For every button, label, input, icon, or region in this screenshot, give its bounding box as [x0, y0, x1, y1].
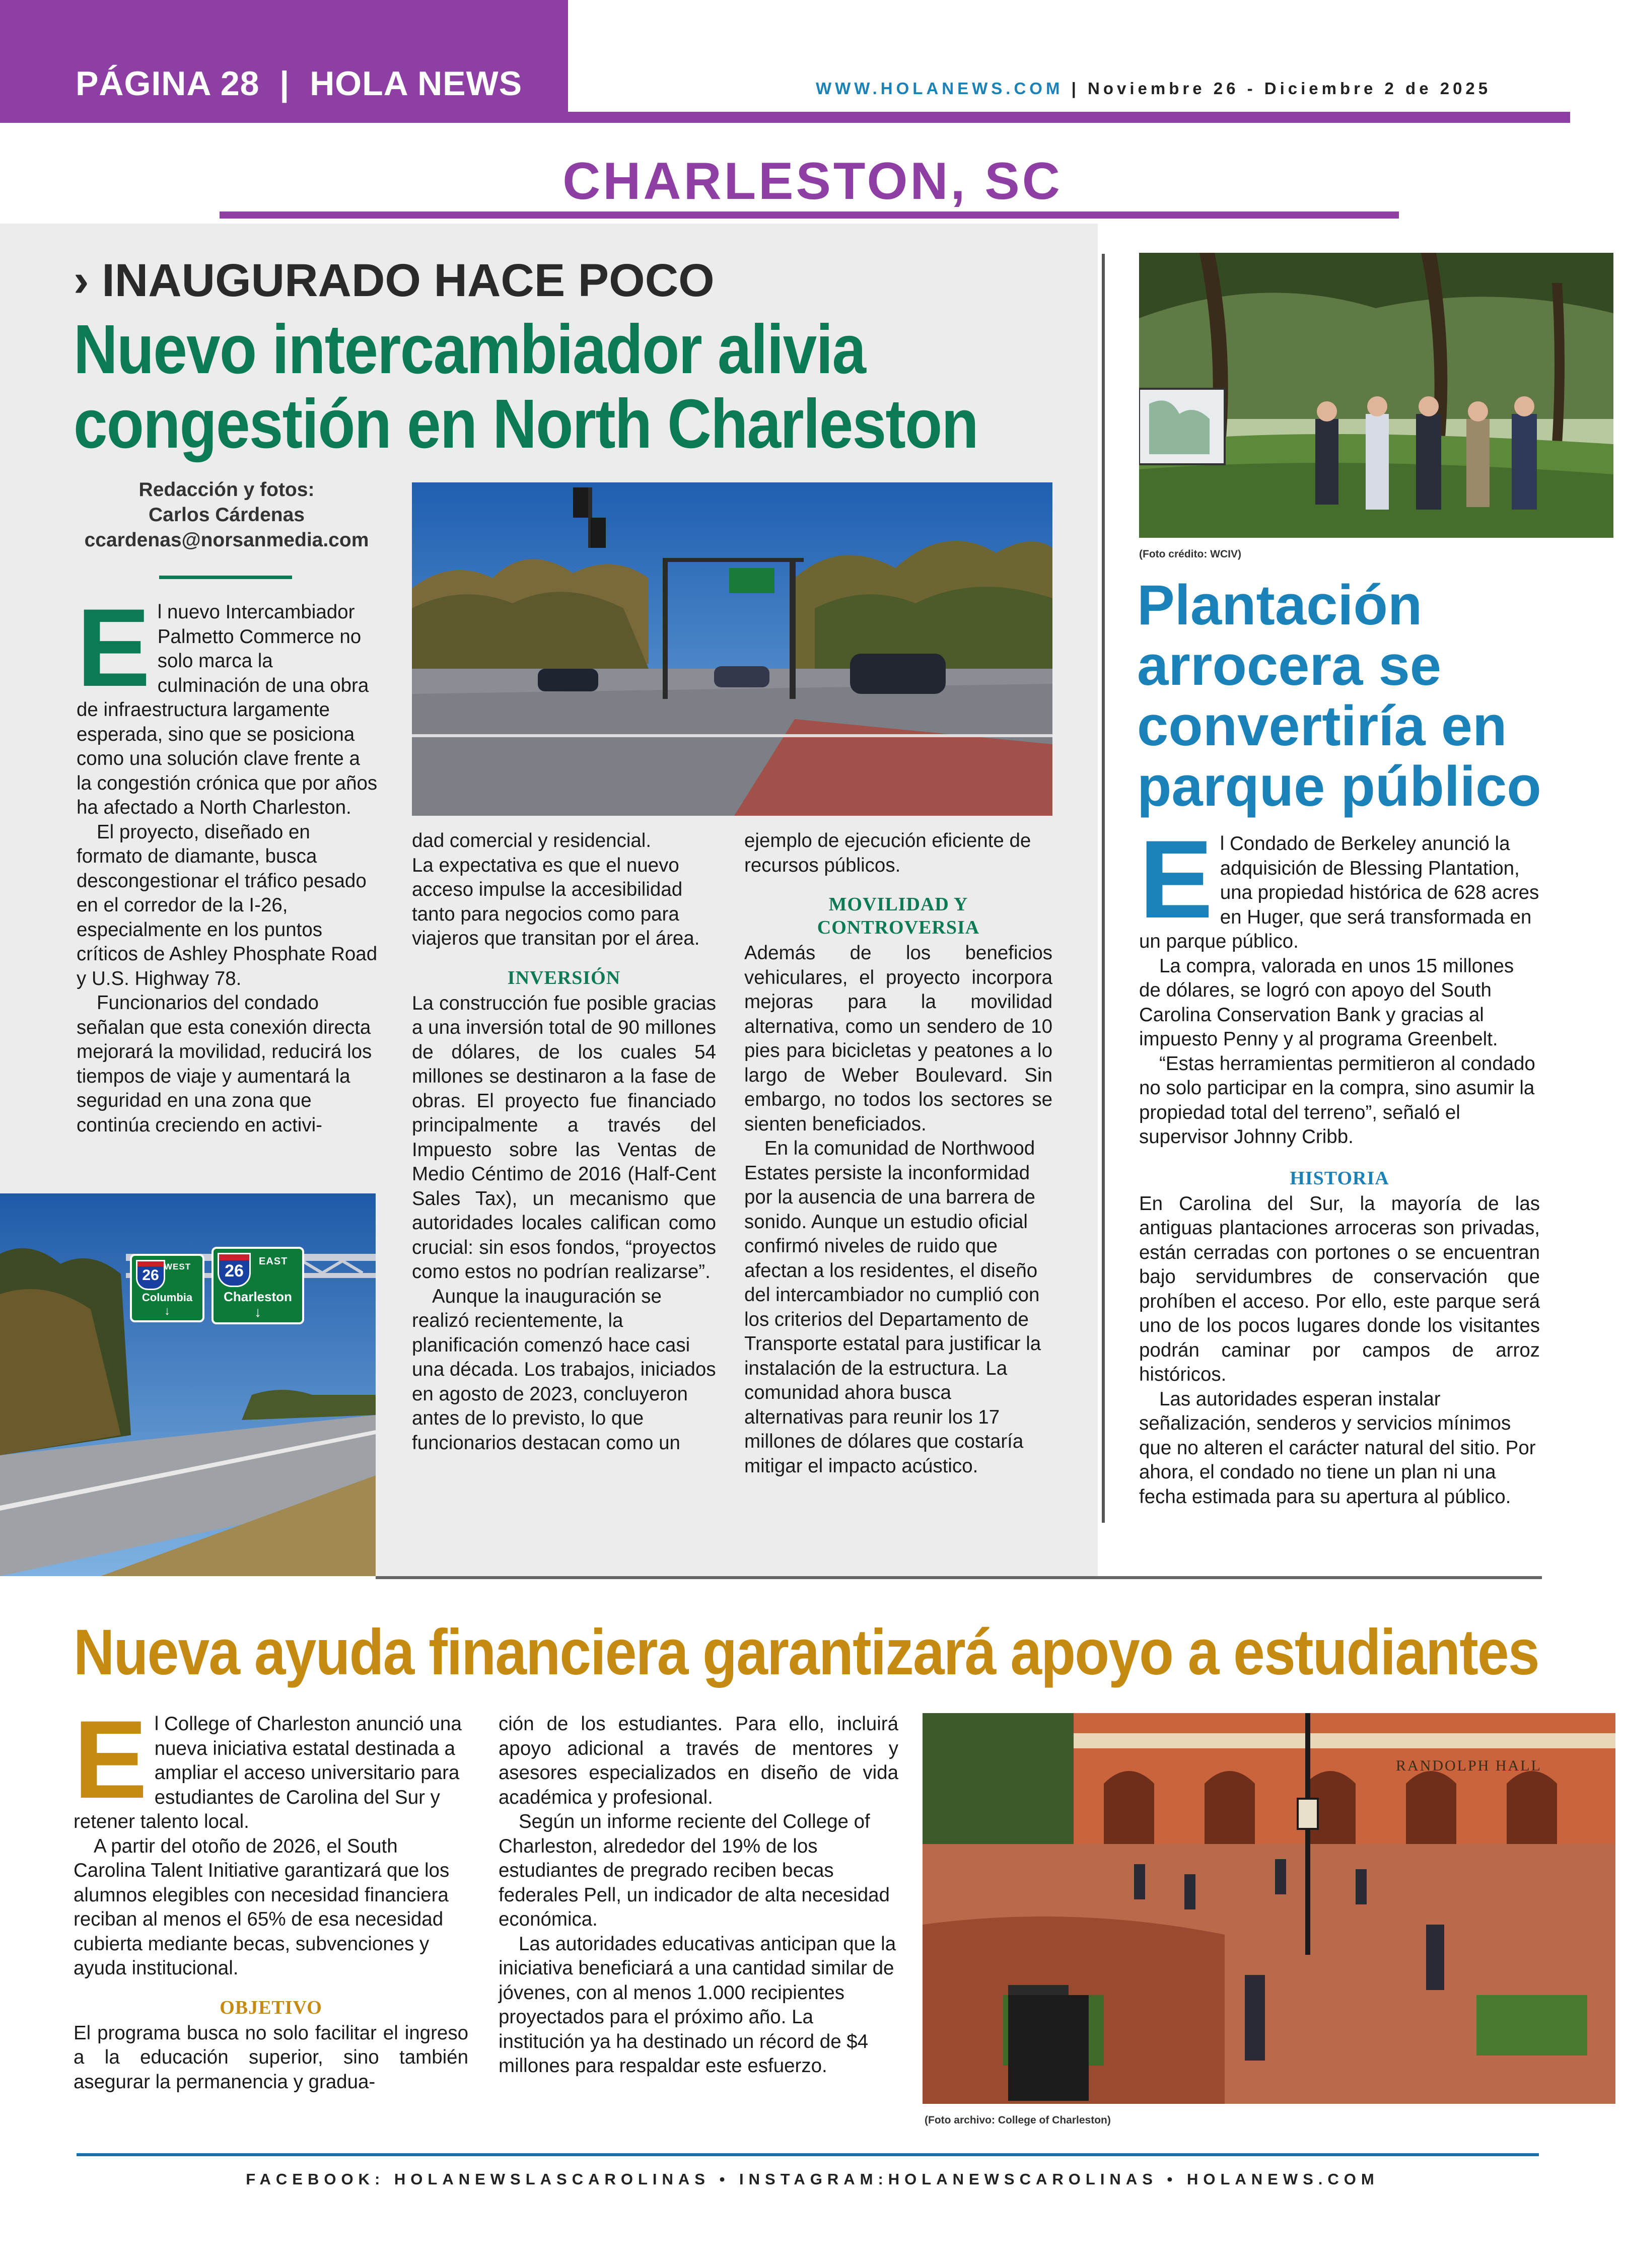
section-title-rule [220, 211, 1399, 219]
sign-i26-east [211, 1247, 304, 1324]
sign-city: Charleston [224, 1289, 292, 1304]
issue-date: Noviembre 26 - Diciembre 2 de 2025 [1088, 79, 1492, 98]
paragraph: A partir del otoño de 2026, el South Carolina Talent Initiative garantizará que los alumnos elegibles con necesidad financiera reciban al menos el 65% de esa necesidad cubierta mediante becas, subvenciones y ayuda institucional. [74, 1835, 450, 1979]
paragraph: Funcionarios del condado señalan que esta conexión directa mejorará la movilidad, reducirá los tiempos de viaje y aumentará la seguridad en una zona que continúa creciendo en activi- [77, 992, 372, 1136]
article2-column [1139, 817, 1540, 1509]
paragraph: La compra, valorada en unos 15 millones de dólares, se logró con apoyo del South Carolina Conservation Bank y gracias al impuesto Penny y al programa Greenbelt. [1139, 955, 1514, 1050]
headline-line-1: Plantación [1137, 574, 1423, 636]
interstate-shield-icon [218, 1253, 251, 1287]
article1-column-2 [412, 829, 716, 1455]
website-link[interactable]: WWW.HOLANEWS.COM [816, 79, 1064, 98]
byline-label: Redacción y fotos: [138, 479, 315, 501]
sign-city: Columbia [142, 1291, 193, 1304]
headline-interchange [74, 312, 978, 461]
paragraph: Además de los beneficios vehiculares, el proyecto incorpora mejoras para la movilidad alternativa, como un sendero de 10 pies para bicicletas y peatones a lo largo de Weber Boulevard. Sin embargo, no todos los sectores se sienten beneficiados. [744, 942, 1052, 1135]
arrow-down-icon: ↓ [164, 1304, 170, 1318]
paragraph: Aunque la inauguración se realizó recientemente, la planificación comenzó hace casi una década. Los trabajos, iniciados en agosto de 2023, concluyeron antes de lo previsto, lo que funcionarios destacan como un [412, 1285, 716, 1454]
intersection-photo [412, 482, 1052, 816]
plantation-photo [1139, 253, 1613, 538]
paragraph: ción de los estudiantes. Para ello, incluirá apoyo adicional a través de mentores y asesores especializados en diseño de vida académica y profesional. [499, 1713, 898, 1808]
campus-photo [923, 1713, 1615, 2104]
headline-line-1: Nuevo intercambiador alivia [74, 311, 866, 388]
subheading-inversion: INVERSIÓN [507, 967, 621, 988]
paragraph: Según un informe reciente del College of Charleston, alrededor del 19% de los estudiantes de pregrado reciben becas federales Pell, un indicador de alta necesidad económica. [499, 1811, 890, 1930]
paragraph: Las autoridades esperan instalar señalización, senderos y servicios mínimos que no alteren el carácter natural del sitio. Por ahora, el condado no tiene un plan ni una fecha estimada para su apertura al público. [1139, 1388, 1536, 1508]
shield-banner [137, 1261, 164, 1266]
kicker-text: INAUGURADO HACE POCO [102, 255, 715, 306]
byline-rule [159, 576, 292, 579]
paragraph: En Carolina del Sur, la mayoría de las antiguas plantaciones arroceras son privadas, están cerradas con portones o se encuentran bajo servidumbres de conservación que prohíben el acceso. Por ello, este parque será uno de los pocos lugares donde los visitantes podrán caminar por campos de arroz históricos. [1139, 1192, 1540, 1385]
paragraph: dad comercial y residencial. [412, 830, 652, 852]
sign-direction: EAST [259, 1256, 288, 1267]
kicker [74, 253, 715, 308]
masthead-rule [0, 112, 1570, 123]
paragraph: l nuevo Intercambiador Palmetto Commerce no solo marca la culminación de una obra de infraestructura largamente esperada, sino que se posiciona como una solución clave frente a la congestión crónica que por años ha afectado a North Charleston. [77, 601, 378, 818]
paragraph: El proyecto, diseñado en formato de diamante, busca descongestionar el tráfico pesado en el corredor de la I-26, especialmente en los puntos críticos de Ashley Phosphate Road y U.S. Highway 78. [77, 821, 378, 989]
sign-i26-west [130, 1254, 204, 1322]
kicker-arrow: › [74, 255, 89, 306]
subheading-objetivo: OBJETIVO [220, 1997, 322, 2018]
subheading-historia: HISTORIA [1290, 1167, 1389, 1189]
highway-sign-photo [0, 1193, 376, 1576]
paragraph: l Condado de Berkeley anunció la adquisición de Blessing Plantation, una propiedad histórica de 628 acres en Huger, que será transformada en un parque público. [1139, 833, 1539, 952]
headline-line-2: congestión en North Charleston [74, 385, 978, 463]
column-divider [1102, 254, 1105, 1523]
arrow-down-icon: ↓ [254, 1304, 261, 1320]
article1-column-1 [77, 586, 379, 1138]
dropcap: E [77, 586, 151, 710]
footer-rule [77, 2153, 1539, 2156]
article3-column-2 [499, 1712, 898, 2079]
headline-line-4: parque público [1137, 755, 1541, 818]
paragraph: “Estas herramientas permitieron al condado no solo participar en la compra, sino asumir la propiedad total del terreno”, señaló el supervisor Johnny Cribb. [1139, 1052, 1535, 1148]
paragraph: l College of Charleston anunció una nueva iniciativa estatal destinada a ampliar el acceso universitario para estudiantes de Carolina del Sur y retener talento local. [74, 1713, 462, 1832]
building-sign: RANDOLPH HALL [1396, 1757, 1542, 1774]
paragraph: En la comunidad de Northwood Estates persiste la inconformidad por la ausencia de una barrera de sonido. Aunque un estudio oficial confirmó niveles de ruido que afectan a los residentes, el diseño del intercambiador no cumplió con los criterios del Departamento de Transporte estatal para justificar la instalación de la estructura. La comunidad ahora busca alternativas para reunir los 17 millones de dólares que costaría mitigar el impacto acústico. [744, 1138, 1041, 1477]
dropcap: E [74, 1697, 148, 1821]
article1-column-3 [744, 829, 1052, 1478]
headline-plantation [1137, 575, 1541, 817]
section-title: CHARLESTON, SC [562, 152, 1063, 210]
paragraph: ejemplo de ejecución eficiente de recursos públicos. [744, 830, 1031, 876]
footer-social[interactable]: FACEBOOK: HOLANEWSLASCAROLINAS • INSTAGRAM:HOLANEWSCAROLINAS • HOLANEWS.COM [246, 2170, 1379, 2188]
paragraph: La expectativa es que el nuevo acceso impulse la accesibilidad tanto para negocios como para viajeros que transitan por el área. [412, 854, 700, 949]
sign-direction: WEST [164, 1262, 191, 1271]
shield-number: 26 [142, 1267, 159, 1284]
paragraph: La construcción fue posible gracias a una inversión total de 90 millones de dólares, de los cuales 54 millones se destinaron a la fase de obras. El proyecto fue financiado principalmente a través del Impuesto sobre las Ventas de Medio Céntimo de 2016 (Half-Cent Sales Tax), un mecanismo que autoridades locales califican como crucial: sin esos fondos, “proyectos como estos no podrían realizarse”. [412, 992, 716, 1283]
dropcap: E [1139, 817, 1213, 941]
header-meta [816, 79, 1491, 99]
interstate-shield-icon [136, 1260, 165, 1290]
byline-email[interactable]: ccardenas@norsanmedia.com [84, 529, 369, 551]
article3-column-1 [74, 1697, 468, 2094]
paragraph: El programa busca no solo facilitar el ingreso a la educación superior, sino también asegurar la permanencia y gradua- [74, 2022, 468, 2093]
shield-banner [219, 1254, 249, 1260]
photo-credit: (Foto archivo: College of Charleston) [925, 2114, 1111, 2126]
subheading-movilidad: MOVILIDAD Y CONTROVERSIA [817, 894, 980, 938]
byline [76, 477, 378, 553]
page-label: PÁGINA 28 | HOLA NEWS [76, 64, 523, 103]
section-divider [376, 1576, 1542, 1579]
paragraph: Las autoridades educativas anticipan que la iniciativa beneficiará a una cantidad similar de jóvenes, con al menos 1.000 recipientes proyectados para el próximo año. La institución ya ha destinado un récord de $4 millones para respaldar este esfuerzo. [499, 1933, 896, 2077]
photo-credit: (Foto crédito: WCIV) [1139, 548, 1241, 560]
byline-author: Carlos Cárdenas [149, 504, 305, 526]
header-separator: | [1071, 79, 1080, 98]
headline-line-2: arrocera se [1137, 634, 1442, 697]
headline-financial-aid: Nueva ayuda financiera garantizará apoyo a estudiantes [74, 1616, 1539, 1688]
headline-line-3: convertiría en [1137, 694, 1507, 757]
shield-number: 26 [225, 1261, 244, 1281]
